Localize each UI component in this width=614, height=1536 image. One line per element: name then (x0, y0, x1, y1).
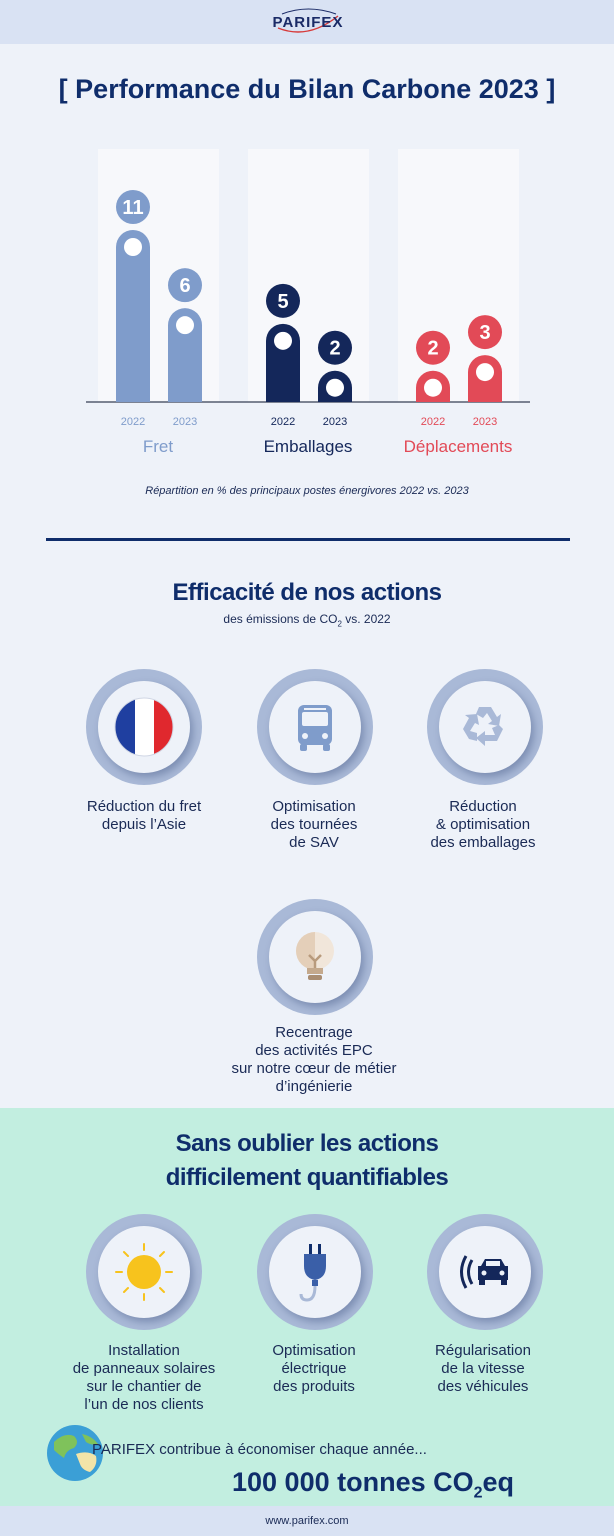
car-speed-icon (439, 1226, 531, 1318)
label-line: sur le chantier de (86, 1378, 202, 1395)
subtitle-text-end: vs. 2022 (341, 612, 391, 626)
footer-url[interactable]: www.parifex.com (0, 1506, 614, 1536)
label-line: de la vitesse (441, 1360, 525, 1377)
header-bar (0, 0, 614, 44)
label-line: Réduction (449, 798, 517, 815)
bar-dot (176, 316, 194, 334)
label-line: Optimisation (272, 1342, 356, 1359)
action-label-vitesse (393, 1342, 573, 1396)
efficacite-title: Efficacité de nos actions (172, 579, 442, 606)
bus-icon (269, 681, 361, 773)
year-tick-label: 2023 (472, 416, 498, 428)
action-recycle-circle (427, 669, 543, 785)
label-line: de SAV (289, 834, 339, 851)
page-title: [ Performance du Bilan Carbone 2023 ] (58, 74, 556, 104)
chart-panel-bg (398, 149, 519, 402)
label-line: des emballages (430, 834, 536, 851)
label-line: Recentrage (275, 1024, 353, 1041)
subtitle-text: des émissions de CO (223, 612, 338, 626)
data-label: 6 (179, 275, 191, 298)
data-label: 5 (277, 290, 289, 313)
action-label-solaire (54, 1342, 234, 1414)
label-line: Régularisation (435, 1342, 531, 1359)
label-line: depuis l’Asie (101, 816, 187, 833)
bar-dot (476, 363, 494, 381)
label-line: Réduction du fret (86, 798, 202, 815)
label-line: des produits (273, 1378, 355, 1395)
action-bulb-circle (257, 899, 373, 1015)
action-car-circle (427, 1214, 543, 1330)
label-line: de panneaux solaires (72, 1360, 216, 1377)
action-label-fret (54, 798, 234, 834)
action-label-sav (224, 798, 404, 852)
label-line: l’un de nos clients (84, 1396, 204, 1413)
action-label-electrique (224, 1342, 404, 1396)
category-label: Fret (142, 437, 174, 456)
subtitle-subscript: 2 (337, 619, 342, 629)
amount-subscript: 2 (473, 1484, 483, 1502)
bar-dot (124, 238, 142, 256)
lightbulb-icon (269, 911, 361, 1003)
efficacite-subtitle (0, 612, 614, 628)
year-tick-label: 2022 (270, 416, 296, 428)
label-line: sur notre cœur de métier (231, 1060, 397, 1077)
action-bus-circle (257, 669, 373, 785)
data-label: 3 (479, 322, 491, 345)
action-label-emballages (393, 798, 573, 852)
section-divider (46, 538, 570, 541)
bar-chart (0, 140, 614, 470)
logo-text: PARIFEX (272, 14, 344, 31)
data-label: 11 (122, 197, 144, 219)
amount-text-end: eq (482, 1467, 515, 1497)
contribution-text: PARIFEX contribue à économiser chaque année... (92, 1441, 427, 1458)
year-tick-label: 2023 (322, 416, 348, 428)
data-label: 2 (427, 337, 439, 360)
recycle-icon (439, 681, 531, 773)
year-tick-label: 2022 (120, 416, 146, 428)
bar-dot (424, 379, 442, 397)
chart-caption: Répartition en % des principaux postes énergivores 2022 vs. 2023 (145, 485, 469, 497)
data-label: 2 (329, 337, 341, 360)
label-line: Optimisation (272, 798, 356, 815)
france-flag-icon (98, 681, 190, 773)
electric-plug-icon (269, 1226, 361, 1318)
bar-dot (274, 332, 292, 350)
action-plug-circle (257, 1214, 373, 1330)
label-line: Installation (108, 1342, 180, 1359)
label-line: des tournées (270, 816, 358, 833)
label-line: des véhicules (437, 1378, 529, 1395)
category-label: Déplacements (403, 437, 513, 456)
year-tick-label: 2022 (420, 416, 446, 428)
sans-oublier-title-line2: difficilement quantifiables (165, 1164, 449, 1191)
sun-icon (98, 1226, 190, 1318)
contribution-amount (232, 1467, 514, 1502)
amount-text: 100 000 tonnes CO (232, 1467, 474, 1497)
label-line: & optimisation (435, 816, 531, 833)
label-line: des activités EPC (255, 1042, 373, 1059)
action-label-epc (206, 1024, 422, 1096)
bar-dot (326, 379, 344, 397)
label-line: électrique (281, 1360, 347, 1377)
sans-oublier-title-line1: Sans oublier les actions (175, 1130, 439, 1157)
action-fret-circle (86, 669, 202, 785)
label-line: d’ingénierie (275, 1078, 353, 1095)
parifex-logo[interactable] (272, 6, 344, 38)
action-sun-circle (86, 1214, 202, 1330)
year-tick-label: 2023 (172, 416, 198, 428)
category-label: Emballages (263, 437, 353, 456)
